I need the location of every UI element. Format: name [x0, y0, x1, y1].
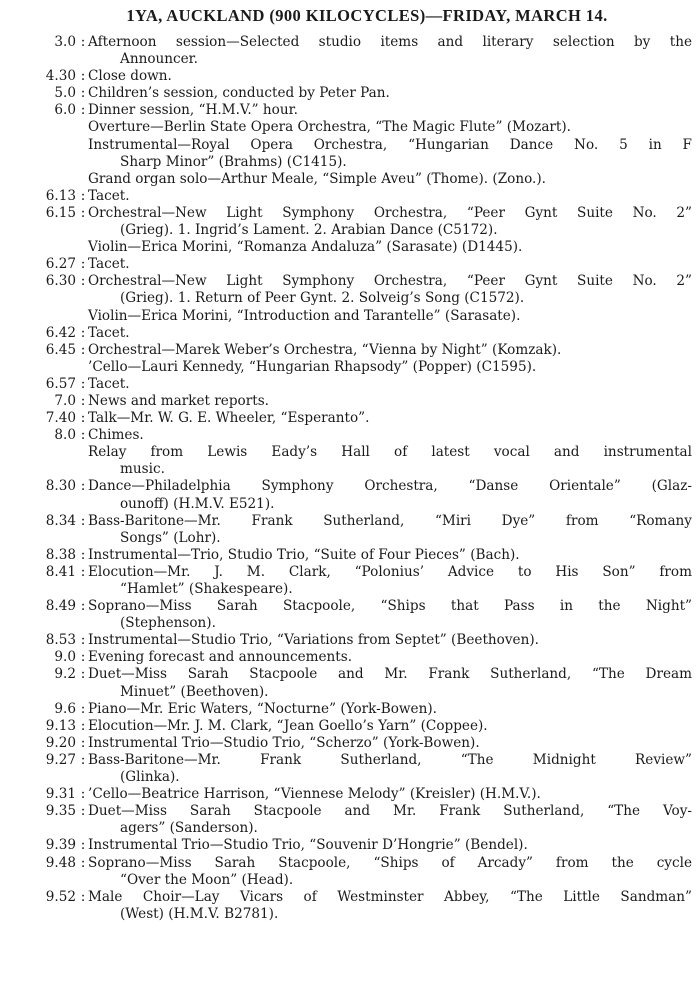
entry-time: 8.41 [45, 563, 76, 580]
programme-entry [4, 273, 692, 307]
entry-line: Soprano—Miss Sarah Stacpoole, “Ships that Pass in the Night” [88, 598, 692, 615]
entry-line: Violin—Erica Morini, “Introduction and Tarantelle” (Sarasate). [88, 307, 521, 324]
programme-entry [4, 308, 692, 325]
entry-line: Announcer. [120, 51, 199, 68]
entry-text [88, 239, 692, 256]
entry-text [88, 889, 692, 923]
programme-entry [4, 837, 692, 854]
entry-text [88, 393, 692, 410]
entry-line: Chimes. [88, 427, 144, 444]
entry-text [88, 137, 692, 171]
entry-time: 8.53 [45, 632, 76, 649]
entry-line: Close down. [88, 68, 172, 85]
programme-entry [4, 786, 692, 803]
entry-text [88, 547, 692, 564]
entry-line: News and market reports. [88, 392, 269, 409]
entry-time: 3.0 [54, 34, 76, 50]
entry-time: 4.30 [45, 68, 76, 85]
entry-text [88, 188, 692, 205]
entry-separator: : [80, 734, 86, 751]
entry-text [88, 308, 692, 325]
programme-entry [4, 171, 692, 188]
entry-line: Children’s session, conducted by Peter Pan. [88, 85, 390, 102]
entry-line: (Grieg). 1. Return of Peer Gynt. 2. Solveig’s Song (C1572). [120, 290, 525, 307]
entry-time: 8.49 [45, 598, 76, 615]
programme-entry [4, 188, 692, 205]
entry-time: 6.57 [45, 375, 76, 392]
entry-line: Instrumental—Trio, Studio Trio, “Suite of Four Pieces” (Bach). [88, 546, 520, 563]
entry-text [88, 427, 692, 444]
entry-text [88, 410, 692, 427]
entry-line: Evening forecast and announcements. [88, 649, 353, 666]
entry-text [88, 513, 692, 547]
entry-line: Minuet” (Beethoven). [120, 683, 269, 700]
programme-entry [4, 239, 692, 256]
entry-time: 9.6 [54, 700, 76, 717]
programme-entry [4, 444, 692, 478]
programme-entry [4, 478, 692, 512]
entry-line: Violin—Erica Morini, “Romanza Andaluza” (Sarasate) (D1445). [88, 239, 523, 256]
entry-line: Instrumental Trio—Studio Trio, “Souvenir D’Hongrie” (Bendel). [88, 837, 528, 854]
entry-line: Songs” (Lohr). [120, 529, 221, 546]
programme-entry [4, 325, 692, 342]
entry-separator: : [80, 803, 86, 820]
entry-time: 8.38 [45, 546, 76, 563]
entry-time: 7.0 [54, 392, 76, 409]
entry-line: Orchestral—New Light Symphony Orchestra, “Peer Gynt Suite No. 2” [88, 204, 692, 221]
entry-text [88, 68, 692, 85]
entry-separator: : [80, 392, 86, 409]
entry-time: 6.0 [54, 102, 76, 119]
programme-entry [4, 632, 692, 649]
entry-line: Tacet. [88, 324, 130, 341]
programme-entry [4, 85, 692, 102]
entry-text [88, 837, 692, 854]
entry-line: Tacet. [88, 375, 130, 392]
programme-entry [4, 102, 692, 119]
entry-time: 5.0 [54, 85, 76, 102]
programme-entry [4, 137, 692, 171]
entry-separator: : [80, 478, 86, 495]
entry-separator: : [80, 700, 86, 717]
entry-separator: : [80, 786, 86, 803]
entry-line: Afternoon session—Selected studio items and literary selection by the [88, 34, 692, 50]
entry-time: 8.34 [45, 512, 76, 529]
page-title: 1YA, AUCKLAND (900 KILOCYCLES)—FRIDAY, MARCH 14. [126, 6, 608, 25]
entry-text [88, 171, 692, 188]
programme-entry [4, 752, 692, 786]
entry-separator: : [80, 273, 86, 290]
entry-text [88, 666, 692, 700]
entry-line: (Grieg). 1. Ingrid’s Lament. 2. Arabian Dance (C5172). [120, 222, 498, 239]
entry-separator: : [80, 649, 86, 666]
entry-time: 9.35 [45, 803, 76, 820]
entry-text [88, 803, 692, 837]
entry-line: Instrumental—Royal Opera Orchestra, “Hungarian Dance No. 5 in F [88, 136, 692, 153]
programme-entry [4, 889, 692, 923]
entry-time: 6.13 [45, 187, 76, 204]
entry-text [88, 855, 692, 889]
entry-text [88, 256, 692, 273]
programme-entry [4, 718, 692, 735]
entry-time: 6.15 [45, 204, 76, 221]
entry-separator: : [80, 717, 86, 734]
entry-separator: : [80, 34, 86, 50]
programme-entry [4, 547, 692, 564]
entry-separator: : [80, 85, 86, 102]
entry-separator: : [80, 888, 86, 905]
programme-entry [4, 376, 692, 393]
entry-separator: : [80, 632, 86, 649]
entry-line: Grand organ solo—Arthur Meale, “Simple Aveu” (Thome). (Zono.). [88, 170, 546, 187]
entry-text [88, 598, 692, 632]
entry-line: Elocution—Mr. J. M. Clark, “Polonius’ Advice to His Son” from [88, 563, 692, 580]
entry-time: 6.30 [45, 273, 76, 290]
entry-text [88, 376, 692, 393]
entry-line: Dance—Philadelphia Symphony Orchestra, “Danse Orientale” (Glaz- [88, 478, 692, 495]
entry-text [88, 632, 692, 649]
entry-separator: : [80, 102, 86, 119]
programme-entry [4, 256, 692, 273]
entry-time: 8.0 [54, 427, 76, 444]
entry-line: Sharp Minor” (Brahms) (C1415). [120, 153, 347, 170]
entry-time: 9.31 [45, 786, 76, 803]
entry-text [88, 478, 692, 512]
entry-line: Duet—Miss Sarah Stacpoole and Mr. Frank Sutherland, “The Dream [88, 666, 692, 683]
entry-text [88, 718, 692, 735]
entry-line: (Stephenson). [120, 615, 216, 632]
entry-text [88, 102, 692, 119]
entry-separator: : [80, 666, 86, 683]
entry-text [88, 786, 692, 803]
entry-line: ’Cello—Beatrice Harrison, “Viennese Melody” (Kreisler) (H.M.V.). [88, 786, 541, 803]
programme-entry [4, 803, 692, 837]
entry-text [88, 342, 692, 359]
entry-time: 9.0 [54, 649, 76, 666]
programme-entry [4, 34, 692, 68]
entry-separator: : [80, 375, 86, 392]
entry-text [88, 564, 692, 598]
entry-time: 9.48 [45, 854, 76, 871]
entry-separator: : [80, 187, 86, 204]
entry-line: ’Cello—Lauri Kennedy, “Hungarian Rhapsody” (Popper) (C1595). [88, 358, 537, 375]
entry-separator: : [80, 204, 86, 221]
entry-separator: : [80, 563, 86, 580]
entry-separator: : [80, 546, 86, 563]
entry-line: Bass-Baritone—Mr. Frank Sutherland, “Miri Dye” from “Romany [88, 512, 692, 529]
programme-entry [4, 598, 692, 632]
entry-separator: : [80, 837, 86, 854]
entry-line: Tacet. [88, 256, 130, 273]
entry-line: Talk—Mr. W. G. E. Wheeler, “Esperanto”. [88, 410, 370, 427]
entry-text [88, 273, 692, 307]
programme-entry [4, 68, 692, 85]
programme-list [4, 34, 692, 923]
entry-time: 9.39 [45, 837, 76, 854]
entry-line: Dinner session, “H.M.V.” hour. [88, 102, 298, 119]
entry-text [88, 359, 692, 376]
programme-entry [4, 205, 692, 239]
programme-entry [4, 735, 692, 752]
entry-line: music. [120, 461, 165, 478]
entry-line: agers” (Sanderson). [120, 820, 258, 837]
entry-line: “Over the Moon” (Head). [120, 871, 294, 888]
programme-entry [4, 427, 692, 444]
entry-line: Bass-Baritone—Mr. Frank Sutherland, “The Midnight Review” [88, 751, 692, 768]
entry-separator: : [80, 324, 86, 341]
entry-text [88, 34, 692, 68]
entry-line: Overture—Berlin State Opera Orchestra, “The Magic Flute” (Mozart). [88, 119, 572, 136]
programme-entry [4, 564, 692, 598]
entry-line: Male Choir—Lay Vicars of Westminster Abbey, “The Little Sandman” [88, 888, 692, 905]
entry-line: “Hamlet” (Shakespeare). [120, 581, 293, 597]
entry-line: ounoff) (H.M.V. E521). [120, 495, 275, 512]
entry-text [88, 701, 692, 718]
entry-separator: : [80, 751, 86, 768]
programme-entry [4, 666, 692, 700]
entry-separator: : [80, 427, 86, 444]
entry-line: Instrumental Trio—Studio Trio, “Scherzo” (York-Bowen). [88, 734, 480, 751]
entry-text [88, 444, 692, 478]
programme-entry [4, 855, 692, 889]
entry-time: 9.13 [45, 717, 76, 734]
entry-line: Orchestral—Marek Weber’s Orchestra, “Vienna by Night” (Komzak). [88, 341, 562, 358]
programme-entry [4, 342, 692, 359]
entry-time: 9.2 [54, 666, 76, 683]
entry-line: Elocution—Mr. J. M. Clark, “Jean Goello’s Yarn” (Coppee). [88, 717, 488, 734]
entry-line: (Glinka). [120, 769, 180, 786]
entry-line: Piano—Mr. Eric Waters, “Nocturne” (York-Bowen). [88, 700, 437, 717]
entry-line: Soprano—Miss Sarah Stacpoole, “Ships of Arcady” from the cycle [88, 854, 692, 871]
entry-time: 6.27 [45, 256, 76, 273]
entry-time: 6.45 [45, 341, 76, 358]
programme-entry [4, 649, 692, 666]
entry-separator: : [80, 854, 86, 871]
entry-time: 8.30 [45, 478, 76, 495]
entry-text [88, 649, 692, 666]
entry-text [88, 325, 692, 342]
entry-text [88, 205, 692, 239]
entry-time: 9.20 [45, 734, 76, 751]
programme-entry [4, 359, 692, 376]
programme-entry [4, 701, 692, 718]
entry-time: 9.27 [45, 751, 76, 768]
programme-entry [4, 393, 692, 410]
entry-separator: : [80, 341, 86, 358]
entry-line: Orchestral—New Light Symphony Orchestra, “Peer Gynt Suite No. 2” [88, 273, 692, 290]
entry-text [88, 752, 692, 786]
entry-time: 7.40 [45, 410, 76, 427]
entry-separator: : [80, 410, 86, 427]
entry-time: 6.42 [45, 324, 76, 341]
programme-entry [4, 119, 692, 136]
entry-line: Relay from Lewis Eady’s Hall of latest vocal and instrumental [88, 444, 692, 461]
entry-text [88, 735, 692, 752]
entry-line: (West) (H.M.V. B2781). [120, 905, 279, 922]
entry-separator: : [80, 256, 86, 273]
entry-line: Tacet. [88, 187, 130, 204]
entry-separator: : [80, 598, 86, 615]
programme-entry [4, 410, 692, 427]
programme-entry [4, 513, 692, 547]
entry-text [88, 85, 692, 102]
entry-time: 9.52 [45, 888, 76, 905]
entry-separator: : [80, 68, 86, 85]
entry-text [88, 119, 692, 136]
entry-separator: : [80, 512, 86, 529]
entry-line: Instrumental—Studio Trio, “Variations from Septet” (Beethoven). [88, 632, 539, 649]
entry-line: Duet—Miss Sarah Stacpoole and Mr. Frank Sutherland, “The Voy- [88, 803, 692, 820]
